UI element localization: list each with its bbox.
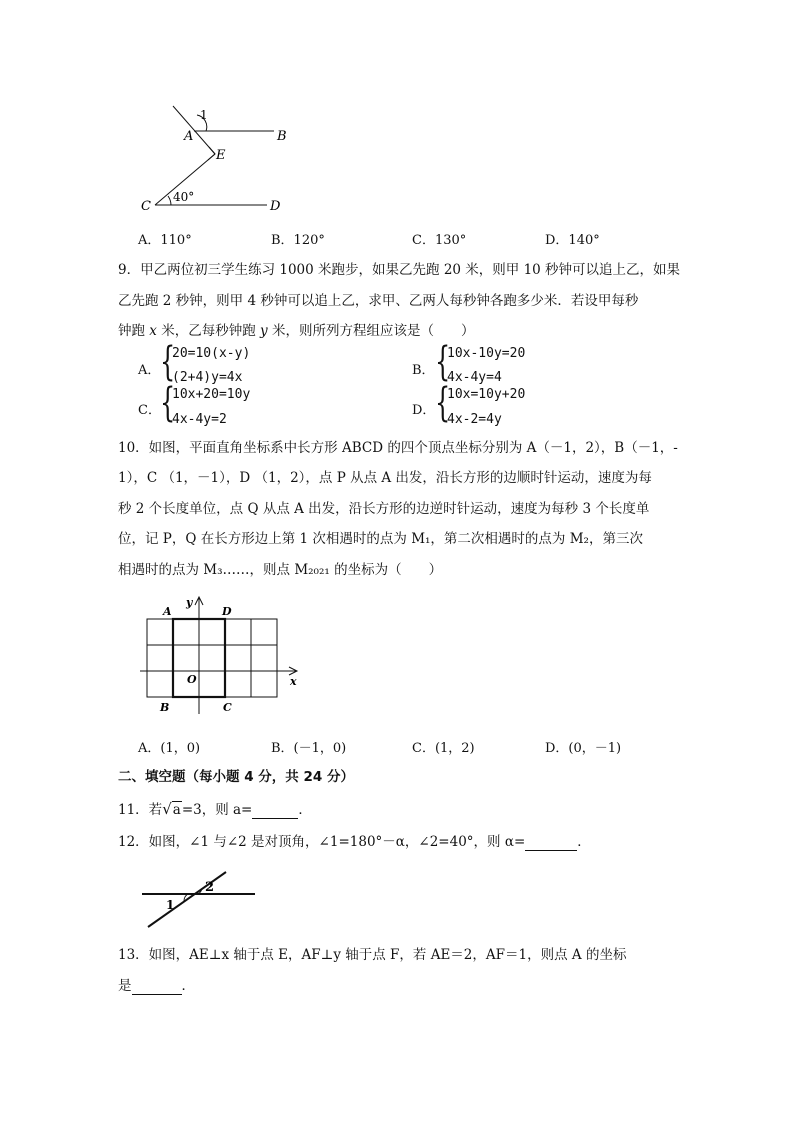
q8-transversal: [173, 106, 215, 154]
q12-line: 12．如图，∠1 与∠2 是对顶角，∠1=180°－α，∠2=40°，则 α= ．: [118, 834, 591, 850]
q10-line3: 秒 2 个长度单位，点 Q 从点 A 出发，沿长方形的边逆时针运动，速度为每秒 3 个长度单: [118, 501, 650, 517]
q10-option-c: C．(1，2): [412, 741, 475, 756]
sqrt-symbol: √: [162, 800, 172, 818]
q8-angle40-arc: [168, 196, 171, 205]
q9-line1: 9．甲乙两位初三学生练习 1000 米跑步，如果乙先跑 20 米，则甲 10 秒钟可以追上乙，如果: [118, 262, 681, 278]
q8-label-b: B: [277, 129, 287, 144]
q8-label-a: A: [184, 129, 194, 144]
q9-option-a-brace: {: [160, 339, 176, 385]
q10-grid: [147, 619, 277, 697]
q9-line2: 乙先跑 2 秒钟，则甲 4 秒钟可以追上乙，求甲、乙两人每秒钟各跑多少米．若设甲每秒: [118, 293, 639, 309]
q10-line5: 相遇时的点为 M₃……，则点 M₂₀₂₁ 的坐标为（ ）: [118, 562, 443, 578]
q9-option-c-brace: {: [160, 380, 176, 426]
q8-option-c: C．130°: [412, 233, 467, 248]
q8-label-40: 40°: [173, 190, 195, 204]
q8-label-e: E: [216, 148, 226, 163]
q10-figure: [140, 594, 310, 719]
q10-label-b: B: [160, 701, 170, 714]
q8-option-a: A．110°: [138, 233, 192, 248]
q10-label-a: A: [163, 605, 172, 618]
q9-option-a-eq1: 20=10(x-y): [172, 346, 251, 361]
q10-label-c: C: [223, 701, 232, 714]
q10-line2: 1），C （1，－1），D （1，2），点 P 从点 A 出发，沿长方形的边顺时针运动，速度为每: [118, 470, 652, 486]
q9-option-d-label: D．: [412, 403, 436, 418]
q10-line1: 10．如图，平面直角坐标系中长方形 ABCD 的四个顶点坐标分别为 A（－1，2），B（－1，-: [118, 440, 678, 456]
q12-label-2: 2: [205, 880, 215, 895]
q12-label-1: 1: [166, 898, 175, 912]
q13-line2: 是 ．: [118, 978, 195, 994]
q13-answer-blank: [132, 980, 182, 995]
q10-line4: 位，记 P，Q 在长方形边上第 1 次相遇时的点为 M₁，第二次相遇时的点为 M₂，第三次: [118, 531, 643, 547]
q10-label-x: x: [290, 675, 297, 688]
q13-line1: 13．如图，AE⊥x 轴于点 E，AF⊥y 轴于点 F，若 AE＝2，AF＝1，则点 A 的坐标: [118, 947, 627, 963]
q12-slanted-line: [148, 872, 226, 927]
q9-option-a-label: A．: [138, 363, 161, 378]
q9-option-b-brace: {: [435, 339, 451, 385]
q9-option-c-eq2: 4x-4y=2: [172, 412, 227, 427]
q9-option-b-eq2: 4x-4y=4: [447, 370, 502, 385]
q9-line3: 钟跑 x 米，乙每秒钟跑 y 米，则所列方程组应该是（ ）: [118, 323, 475, 339]
q12-answer-blank: [525, 836, 577, 851]
q8-option-d: D．140°: [545, 233, 600, 248]
q8-figure: [135, 100, 305, 215]
q8-right-angle-mark: [208, 147, 215, 160]
q9-option-a-eq2: (2+4)y=4x: [172, 370, 243, 385]
q9-option-d-brace: {: [435, 380, 451, 426]
q10-label-o: O: [187, 673, 197, 686]
q8-label-c: C: [141, 199, 151, 214]
q10-option-b: B．(－1，0): [271, 741, 347, 756]
q10-option-a: A．(1，0): [138, 741, 201, 756]
q11-answer-blank: [252, 804, 298, 819]
q9-option-d-eq2: 4x-2=4y: [447, 412, 502, 427]
q8-label-1: 1: [200, 108, 208, 122]
q12-figure: [140, 862, 265, 932]
q9-option-b-label: B．: [412, 363, 435, 378]
section-heading-fill-in: 二、填空题（每小题 4 分，共 24 分）: [118, 769, 354, 785]
q9-option-b-eq1: 10x-10y=20: [447, 346, 526, 361]
q11-line: 11．若√a=3，则 a= ．: [118, 800, 312, 818]
q11-radicand: a: [172, 802, 181, 818]
q8-label-d: D: [270, 199, 281, 214]
q8-option-b: B．120°: [271, 233, 325, 248]
q9-option-c-eq1: 10x+20=10y: [172, 387, 251, 402]
q10-option-d: D．(0，－1): [545, 741, 622, 756]
q9-option-c-label: C．: [138, 403, 161, 418]
q9-option-d-eq1: 10x=10y+20: [447, 387, 526, 402]
q10-label-y: y: [186, 596, 193, 609]
q10-label-d: D: [222, 605, 232, 618]
